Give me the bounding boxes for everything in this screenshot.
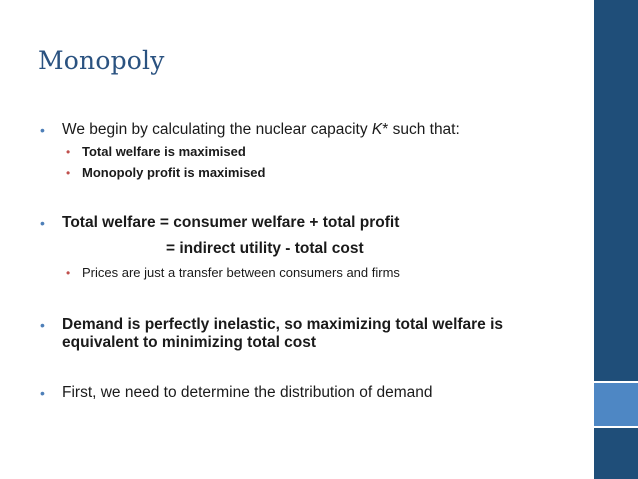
sub-bullet-marker: • bbox=[66, 266, 71, 280]
bullet-2-line-2: = indirect utility - total cost bbox=[166, 240, 364, 257]
bullet-marker: • bbox=[40, 215, 45, 231]
bullet-4-text: First, we need to determine the distribution of demand bbox=[62, 384, 433, 401]
sidebar-block-accent bbox=[594, 383, 638, 426]
sidebar-block-top bbox=[594, 0, 638, 381]
bullet-3-line-2: equivalent to minimizing total cost bbox=[62, 334, 317, 351]
bullet-1-sub-2-text: Monopoly profit is maximised bbox=[82, 165, 266, 180]
bullet-2-line-1: Total welfare = consumer welfare + total profit bbox=[62, 214, 400, 231]
sidebar-decoration bbox=[594, 0, 638, 479]
slide-title: Monopoly bbox=[38, 46, 165, 75]
sub-bullet-marker: • bbox=[66, 166, 71, 180]
bullet-1-text-before: We begin by calculating the nuclear capacity bbox=[62, 121, 372, 138]
bullet-1-text bbox=[62, 120, 460, 140]
bullet-3-line-1: Demand is perfectly inelastic, so maximizing total welfare is bbox=[62, 316, 504, 333]
bullet-1-sub-1-text: Total welfare is maximised bbox=[82, 144, 246, 159]
bullet-1-text-after: * such that: bbox=[382, 121, 460, 138]
bullet-marker: • bbox=[40, 385, 45, 401]
bullet-marker: • bbox=[40, 317, 45, 333]
bullet-1-text-italic: K bbox=[371, 121, 383, 138]
sub-bullet-marker: • bbox=[66, 145, 71, 159]
bullet-marker: • bbox=[40, 122, 45, 138]
sidebar-block-bottom bbox=[594, 428, 638, 479]
bullet-2-sub-1-text: Prices are just a transfer between consumers and firms bbox=[82, 265, 400, 280]
